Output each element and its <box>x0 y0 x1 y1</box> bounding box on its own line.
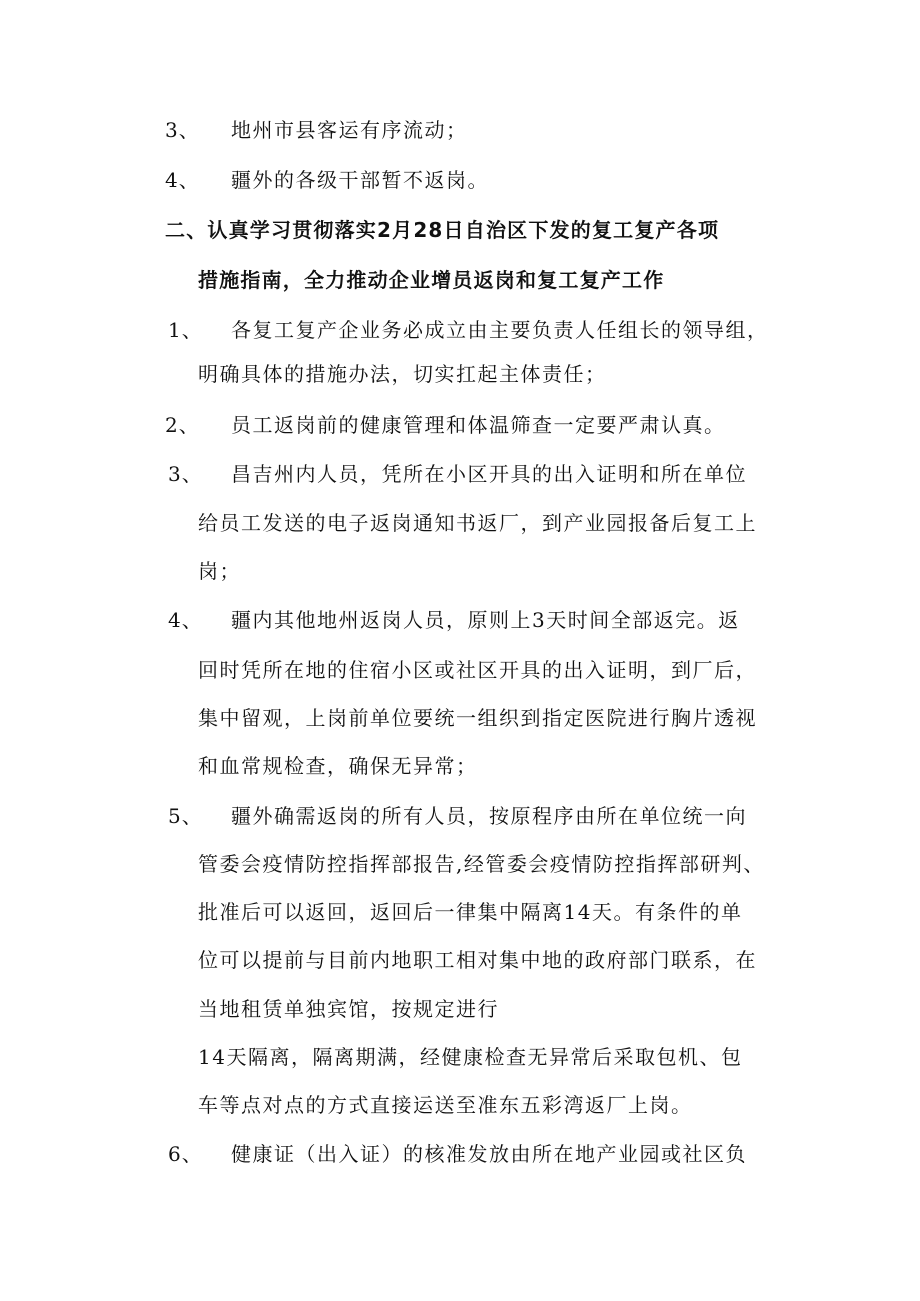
list-item-text: 疆内其他地州返岗人员，原则上3天时间全部返完。返 <box>231 608 740 632</box>
list-number: 6、 <box>168 1142 203 1166</box>
list-number: 3、 <box>165 118 200 142</box>
list-item-text: 位可以提前与目前内地职工相对集中地的政府部门联系，在 <box>198 948 757 972</box>
list-item-text: 昌吉州内人员，凭所在小区开具的出入证明和所在单位 <box>231 462 747 486</box>
section-heading-line-2: 措施指南，全力推动企业增员返岗和复工复产工作 <box>198 268 665 292</box>
list-number: 2、 <box>165 413 200 437</box>
list-number: 3、 <box>168 462 203 486</box>
list-item-text: 地州市县客运有序流动； <box>231 118 468 142</box>
list-item-text: 和血常规检查，确保无异常； <box>198 754 478 778</box>
list-item-text: 疆外确需返岗的所有人员，按原程序由所在单位统一向 <box>231 804 747 828</box>
list-item-text: 当地租赁单独宾馆，按规定进行 <box>198 997 499 1021</box>
list-item-text: 管委会疫情防控指挥部报告,经管委会疫情防控指挥部研判、 <box>198 852 765 876</box>
list-item-text: 疆外的各级干部暂不返岗。 <box>231 168 489 192</box>
list-item-text: 集中留观，上岗前单位要统一组织到指定医院进行胸片透视 <box>198 706 757 730</box>
list-item-text: 明确具体的措施办法，切实扛起主体责任； <box>198 362 607 386</box>
list-item-text: 车等点对点的方式直接运送至准东五彩湾返厂上岗。 <box>198 1093 693 1117</box>
list-item-text: 健康证（出入证）的核准发放由所在地产业园或社区负 <box>231 1142 747 1166</box>
list-number: 1、 <box>168 318 203 342</box>
list-item-text: 岗； <box>198 559 241 583</box>
list-item-text: 批准后可以返回，返回后一律集中隔离14天。有条件的单 <box>198 900 743 924</box>
list-item-text: 各复工复产企业务必成立由主要负责人任组长的领导组， <box>231 318 769 342</box>
list-item-text: 员工返岗前的健康管理和体温筛查一定要严肃认真。 <box>231 413 726 437</box>
list-item-text: 14天隔离，隔离期满，经健康检查无异常后采取包机、包 <box>198 1045 743 1069</box>
list-item-text: 回时凭所在地的住宿小区或社区开具的出入证明，到厂后， <box>198 658 757 682</box>
list-number: 4、 <box>168 608 203 632</box>
list-item-text: 给员工发送的电子返岗通知书返厂，到产业园报备后复工上 <box>198 511 757 535</box>
list-number: 4、 <box>165 168 200 192</box>
list-number: 5、 <box>168 804 203 828</box>
section-heading-line-1: 二、认真学习贯彻落实2月28日自治区下发的复工复产各项 <box>165 218 720 242</box>
